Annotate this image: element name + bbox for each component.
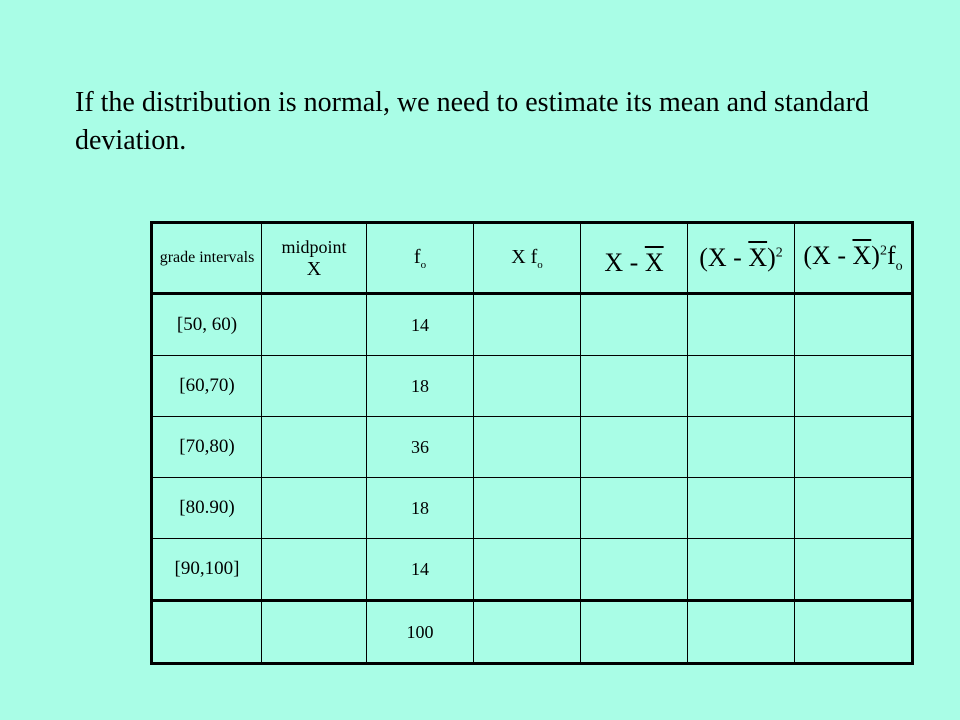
x-fo-cell (474, 356, 581, 417)
header-grade-intervals: grade intervals (152, 223, 262, 294)
table-total-row (152, 601, 913, 664)
header-deviation-squared: $(X - \overline{X})^2$ (688, 223, 795, 294)
fo-cell: 36 (367, 417, 474, 478)
x-fo-cell (474, 539, 581, 601)
frequency-table (150, 221, 914, 665)
total-interval-cell (152, 601, 262, 664)
deviation-squared-cell (688, 356, 795, 417)
interval-cell: [90,100] (152, 539, 262, 601)
deviation-squared-fo-cell (795, 294, 913, 356)
x-fo-cell (474, 417, 581, 478)
interval-cell: [80.90) (152, 478, 262, 539)
deviation-squared-cell (688, 478, 795, 539)
midpoint-cell (262, 417, 367, 478)
deviation-cell (581, 356, 688, 417)
deviation-squared-fo-cell (795, 478, 913, 539)
table-row (152, 539, 913, 601)
midpoint-cell (262, 356, 367, 417)
deviation-squared-fo-cell (795, 539, 913, 601)
midpoint-cell (262, 539, 367, 601)
table-row (152, 417, 913, 478)
total-x-fo-cell (474, 601, 581, 664)
header-deviation-squared-fo: $(X - \overline{X})^2f_o$ (795, 223, 913, 294)
total-deviation-squared-cell (688, 601, 795, 664)
interval-cell: [50, 60) (152, 294, 262, 356)
header-midpoint-symbol: X (306, 258, 322, 280)
deviation-cell (581, 294, 688, 356)
table-row (152, 294, 913, 356)
deviation-cell (581, 417, 688, 478)
midpoint-cell (262, 478, 367, 539)
total-deviation-squared-fo-cell (795, 601, 913, 664)
x-bar-symbol: $\overline{X}$ (748, 243, 768, 272)
header-fo: $f_o$ (367, 223, 474, 294)
deviation-squared-fo-cell (795, 356, 913, 417)
x-bar-symbol: $\overline{X}$ (644, 248, 664, 277)
header-midpoint-label: midpoint (281, 237, 347, 257)
total-fo-cell: 100 (367, 601, 474, 664)
deviation-squared-cell (688, 417, 795, 478)
header-midpoint (262, 223, 367, 294)
total-deviation-cell (581, 601, 688, 664)
interval-cell: [70,80) (152, 417, 262, 478)
fo-cell: 18 (367, 356, 474, 417)
deviation-cell (581, 539, 688, 601)
deviation-squared-cell (688, 294, 795, 356)
x-bar-symbol: $\overline{X}$ (852, 240, 872, 270)
fo-cell: 14 (367, 294, 474, 356)
x-fo-cell (474, 294, 581, 356)
table-row (152, 356, 913, 417)
fo-cell: 18 (367, 478, 474, 539)
table-row (152, 478, 913, 539)
x-fo-cell (474, 478, 581, 539)
slide-title: If the distribution is normal, we need to estimate its mean and standard deviation. (75, 87, 869, 156)
deviation-cell (581, 478, 688, 539)
total-midpoint-cell (262, 601, 367, 664)
header-x-fo: X $f_o$ (474, 223, 581, 294)
table-header-row (152, 223, 913, 294)
deviation-squared-fo-cell (795, 417, 913, 478)
deviation-squared-cell (688, 539, 795, 601)
midpoint-cell (262, 294, 367, 356)
fo-cell: 14 (367, 539, 474, 601)
header-deviation: X - $\overline{X}$ (581, 223, 688, 294)
interval-cell: [60,70) (152, 356, 262, 417)
